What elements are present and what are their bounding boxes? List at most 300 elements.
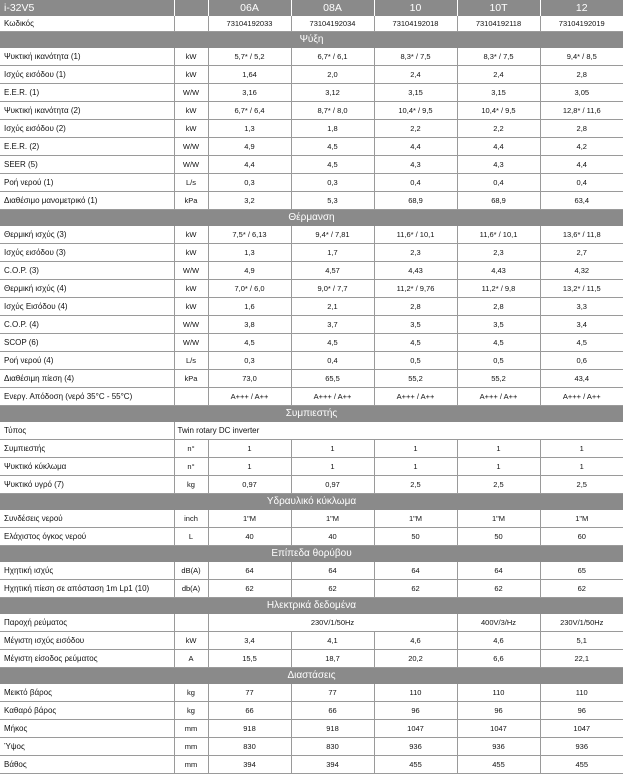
spec-value: 1 bbox=[457, 440, 540, 458]
spec-value: 1,7 bbox=[291, 244, 374, 262]
spec-row bbox=[0, 562, 623, 580]
spec-unit: mm bbox=[174, 720, 208, 738]
spec-value: 0,5 bbox=[457, 352, 540, 370]
spec-value: 62 bbox=[291, 580, 374, 598]
code-label: Κωδικός bbox=[0, 16, 174, 32]
spec-value: 9,0* / 7,7 bbox=[291, 280, 374, 298]
spec-unit: W/W bbox=[174, 84, 208, 102]
spec-value: 0,97 bbox=[208, 476, 291, 494]
spec-value: 1,6 bbox=[208, 298, 291, 316]
spec-value: 936 bbox=[540, 738, 623, 756]
spec-label: Καθαρό βάρος bbox=[0, 702, 174, 720]
spec-value: 4,5 bbox=[291, 334, 374, 352]
spec-label: C.O.P. (3) bbox=[0, 262, 174, 280]
spec-value: 68,9 bbox=[374, 192, 457, 210]
spec-value: 18,7 bbox=[291, 650, 374, 668]
spec-value: 3,15 bbox=[457, 84, 540, 102]
spec-row bbox=[0, 702, 623, 720]
spec-label: Ηχητική ισχύς bbox=[0, 562, 174, 580]
spec-value: 1 bbox=[457, 458, 540, 476]
spec-value: 4,4 bbox=[457, 138, 540, 156]
spec-value: 0,4 bbox=[457, 174, 540, 192]
spec-value: 4,5 bbox=[540, 334, 623, 352]
spec-label: SEER (5) bbox=[0, 156, 174, 174]
spec-value: A+++ / A++ bbox=[540, 388, 623, 406]
spec-row bbox=[0, 192, 623, 210]
spec-value: 0,3 bbox=[208, 174, 291, 192]
spec-value: 2,5 bbox=[374, 476, 457, 494]
spec-unit: mm bbox=[174, 738, 208, 756]
spec-value: 2,2 bbox=[457, 120, 540, 138]
spec-value-span: Twin rotary DC inverter bbox=[174, 422, 623, 440]
section-header-row bbox=[0, 546, 623, 563]
spec-value: 55,2 bbox=[457, 370, 540, 388]
spec-value: 4,5 bbox=[457, 334, 540, 352]
spec-value: 2,3 bbox=[457, 244, 540, 262]
spec-value: A+++ / A++ bbox=[291, 388, 374, 406]
spec-label: Ψυκτική ικανότητα (2) bbox=[0, 102, 174, 120]
spec-value: 0,4 bbox=[540, 174, 623, 192]
spec-unit: kW bbox=[174, 298, 208, 316]
spec-value: 3,16 bbox=[208, 84, 291, 102]
spec-value: 5,7* / 5,2 bbox=[208, 48, 291, 66]
spec-value: 1"M bbox=[540, 510, 623, 528]
spec-value: 1,8 bbox=[291, 120, 374, 138]
spec-row bbox=[0, 352, 623, 370]
spec-value: 6,7* / 6,4 bbox=[208, 102, 291, 120]
section-title: Υδραυλικό κύκλωμα bbox=[0, 494, 623, 511]
spec-label: Θερμική ισχύς (4) bbox=[0, 280, 174, 298]
spec-unit: W/W bbox=[174, 262, 208, 280]
spec-unit: kPa bbox=[174, 370, 208, 388]
spec-value: 13,2* / 11,5 bbox=[540, 280, 623, 298]
spec-value: 830 bbox=[291, 738, 374, 756]
spec-row bbox=[0, 580, 623, 598]
spec-row bbox=[0, 174, 623, 192]
spec-row bbox=[0, 684, 623, 702]
spec-value: 4,9 bbox=[208, 138, 291, 156]
spec-label: Ελάχιστος όγκος νερού bbox=[0, 528, 174, 546]
section-header-row bbox=[0, 406, 623, 423]
spec-row bbox=[0, 120, 623, 138]
section-title: Συμπιεστής bbox=[0, 406, 623, 423]
spec-value: 8,3* / 7,5 bbox=[374, 48, 457, 66]
variant-header: 12 bbox=[540, 0, 623, 16]
spec-value: 11,6* / 10,1 bbox=[374, 226, 457, 244]
spec-row bbox=[0, 316, 623, 334]
spec-row bbox=[0, 138, 623, 156]
spec-value: 4,32 bbox=[540, 262, 623, 280]
spec-row bbox=[0, 298, 623, 316]
spec-value: A+++ / A++ bbox=[208, 388, 291, 406]
spec-value: 63,4 bbox=[540, 192, 623, 210]
spec-value: 830 bbox=[208, 738, 291, 756]
spec-label: Ψυκτικό υγρό (7) bbox=[0, 476, 174, 494]
spec-value: 65,5 bbox=[291, 370, 374, 388]
spec-value: 64 bbox=[291, 562, 374, 580]
variant-header: 10 bbox=[374, 0, 457, 16]
spec-unit: kW bbox=[174, 48, 208, 66]
spec-value: 1047 bbox=[457, 720, 540, 738]
spec-value: 394 bbox=[291, 756, 374, 774]
spec-value: 400V/3/Hz bbox=[457, 614, 540, 632]
spec-value: 1 bbox=[540, 440, 623, 458]
spec-label: Μεικτό βάρος bbox=[0, 684, 174, 702]
spec-value: 4,57 bbox=[291, 262, 374, 280]
spec-unit: kW bbox=[174, 244, 208, 262]
spec-label: Ψυκτικό κύκλωμα bbox=[0, 458, 174, 476]
code-unit bbox=[174, 16, 208, 32]
spec-value: 15,5 bbox=[208, 650, 291, 668]
spec-value: 3,5 bbox=[457, 316, 540, 334]
spec-value: 8,7* / 8,0 bbox=[291, 102, 374, 120]
spec-value: 918 bbox=[208, 720, 291, 738]
spec-row bbox=[0, 720, 623, 738]
spec-value: 96 bbox=[374, 702, 457, 720]
spec-value: 11,2* / 9,8 bbox=[457, 280, 540, 298]
spec-label: Διαθέσιμη πίεση (4) bbox=[0, 370, 174, 388]
code-value: 73104192033 bbox=[208, 16, 291, 32]
spec-value: 3,12 bbox=[291, 84, 374, 102]
section-title: Ψύξη bbox=[0, 32, 623, 49]
spec-label: Μέγιστη ισχύς εισόδου bbox=[0, 632, 174, 650]
spec-value: 394 bbox=[208, 756, 291, 774]
spec-row bbox=[0, 156, 623, 174]
spec-value: 66 bbox=[291, 702, 374, 720]
spec-value: 2,5 bbox=[540, 476, 623, 494]
spec-value: 50 bbox=[457, 528, 540, 546]
spec-label: Βάθος bbox=[0, 756, 174, 774]
spec-value: 62 bbox=[208, 580, 291, 598]
spec-value: 2,1 bbox=[291, 298, 374, 316]
spec-row bbox=[0, 510, 623, 528]
spec-value: 64 bbox=[374, 562, 457, 580]
spec-value: 2,5 bbox=[457, 476, 540, 494]
section-header-row bbox=[0, 598, 623, 615]
spec-value: 2,2 bbox=[374, 120, 457, 138]
spec-value: 455 bbox=[540, 756, 623, 774]
spec-value: 936 bbox=[374, 738, 457, 756]
spec-label: SCOP (6) bbox=[0, 334, 174, 352]
spec-label: Τύπος bbox=[0, 422, 174, 440]
spec-value: 2,8 bbox=[540, 120, 623, 138]
spec-value: 62 bbox=[457, 580, 540, 598]
spec-row bbox=[0, 262, 623, 280]
spec-value: 6,6 bbox=[457, 650, 540, 668]
spec-value-span: 230V/1/50Hz bbox=[208, 614, 457, 632]
spec-value: 0,97 bbox=[291, 476, 374, 494]
spec-label: Ισχύς εισόδου (3) bbox=[0, 244, 174, 262]
section-header-row bbox=[0, 210, 623, 227]
spec-value: 1"M bbox=[208, 510, 291, 528]
spec-row bbox=[0, 422, 623, 440]
spec-value: 0,4 bbox=[291, 352, 374, 370]
code-value: 73104192034 bbox=[291, 16, 374, 32]
spec-value: 4,3 bbox=[374, 156, 457, 174]
spec-row bbox=[0, 244, 623, 262]
spec-label: Μήκος bbox=[0, 720, 174, 738]
spec-value: 4,4 bbox=[540, 156, 623, 174]
spec-value: 4,1 bbox=[291, 632, 374, 650]
spec-value: 2,8 bbox=[540, 66, 623, 84]
spec-value: 96 bbox=[457, 702, 540, 720]
spec-unit: W/W bbox=[174, 156, 208, 174]
spec-value: 66 bbox=[208, 702, 291, 720]
spec-value: 3,7 bbox=[291, 316, 374, 334]
spec-label: Συνδέσεις νερού bbox=[0, 510, 174, 528]
spec-unit: db(A) bbox=[174, 580, 208, 598]
spec-value: 1,3 bbox=[208, 244, 291, 262]
spec-value: 10,4* / 9,5 bbox=[457, 102, 540, 120]
spec-value: 50 bbox=[374, 528, 457, 546]
spec-value: 2,7 bbox=[540, 244, 623, 262]
spec-value: A+++ / A++ bbox=[374, 388, 457, 406]
spec-row bbox=[0, 458, 623, 476]
spec-value: 4,4 bbox=[374, 138, 457, 156]
spec-value: 60 bbox=[540, 528, 623, 546]
spec-label: C.O.P. (4) bbox=[0, 316, 174, 334]
spec-value: 3,8 bbox=[208, 316, 291, 334]
spec-value: 8,3* / 7,5 bbox=[457, 48, 540, 66]
section-title: Ηλεκτρικά δεδομένα bbox=[0, 598, 623, 615]
spec-unit: kW bbox=[174, 66, 208, 84]
spec-row bbox=[0, 756, 623, 774]
code-value: 73104192018 bbox=[374, 16, 457, 32]
spec-value: 11,6* / 10,1 bbox=[457, 226, 540, 244]
spec-value: 77 bbox=[208, 684, 291, 702]
spec-value: 3,2 bbox=[208, 192, 291, 210]
spec-label: Ενεργ. Απόδοση (νερό 35°C - 55°C) bbox=[0, 388, 174, 406]
spec-label: Παροχή ρεύματος bbox=[0, 614, 174, 632]
spec-value: 4,5 bbox=[374, 334, 457, 352]
spec-value: 1 bbox=[374, 458, 457, 476]
header-row bbox=[0, 0, 623, 16]
code-row bbox=[0, 16, 623, 32]
spec-unit: dB(A) bbox=[174, 562, 208, 580]
spec-value: A+++ / A++ bbox=[457, 388, 540, 406]
spec-unit: W/W bbox=[174, 334, 208, 352]
spec-value: 3,05 bbox=[540, 84, 623, 102]
code-value: 73104192019 bbox=[540, 16, 623, 32]
spec-value: 0,5 bbox=[374, 352, 457, 370]
spec-value: 1 bbox=[291, 458, 374, 476]
spec-value: 1"M bbox=[291, 510, 374, 528]
spec-value: 6,7* / 6,1 bbox=[291, 48, 374, 66]
spec-unit: n° bbox=[174, 440, 208, 458]
spec-value: 22,1 bbox=[540, 650, 623, 668]
section-header-row bbox=[0, 494, 623, 511]
spec-label: Ισχύς εισόδου (2) bbox=[0, 120, 174, 138]
spec-row bbox=[0, 476, 623, 494]
spec-row bbox=[0, 388, 623, 406]
spec-unit: W/W bbox=[174, 316, 208, 334]
spec-label: Ηχητική πίεση σε απόσταση 1m Lp1 (10) bbox=[0, 580, 174, 598]
spec-row bbox=[0, 226, 623, 244]
spec-value: 40 bbox=[208, 528, 291, 546]
spec-value: 1047 bbox=[374, 720, 457, 738]
spec-label: E.E.R. (2) bbox=[0, 138, 174, 156]
variant-header: 06A bbox=[208, 0, 291, 16]
spec-label: Ψυκτική ικανότητα (1) bbox=[0, 48, 174, 66]
spec-value: 1 bbox=[208, 458, 291, 476]
spec-value: 62 bbox=[374, 580, 457, 598]
spec-unit: L/s bbox=[174, 174, 208, 192]
spec-row bbox=[0, 48, 623, 66]
section-title: Θέρμανση bbox=[0, 210, 623, 227]
variant-header: 10T bbox=[457, 0, 540, 16]
spec-label: E.E.R. (1) bbox=[0, 84, 174, 102]
spec-value: 1 bbox=[291, 440, 374, 458]
spec-value: 3,4 bbox=[208, 632, 291, 650]
spec-unit: mm bbox=[174, 756, 208, 774]
spec-label: Ισχύς Εισόδου (4) bbox=[0, 298, 174, 316]
spec-value: 5,3 bbox=[291, 192, 374, 210]
spec-unit: W/W bbox=[174, 138, 208, 156]
spec-value: 4,6 bbox=[457, 632, 540, 650]
spec-unit: L/s bbox=[174, 352, 208, 370]
spec-unit: kW bbox=[174, 226, 208, 244]
spec-unit: kW bbox=[174, 280, 208, 298]
spec-value: 1"M bbox=[374, 510, 457, 528]
spec-unit bbox=[174, 388, 208, 406]
spec-unit bbox=[174, 614, 208, 632]
spec-label: Συμπιεστής bbox=[0, 440, 174, 458]
spec-unit: kW bbox=[174, 632, 208, 650]
model-name: i-32V5 bbox=[0, 0, 174, 16]
spec-value: 110 bbox=[457, 684, 540, 702]
spec-value: 9,4* / 8,5 bbox=[540, 48, 623, 66]
spec-unit: inch bbox=[174, 510, 208, 528]
spec-value: 73,0 bbox=[208, 370, 291, 388]
spec-value: 2,0 bbox=[291, 66, 374, 84]
spec-row bbox=[0, 84, 623, 102]
spec-value: 65 bbox=[540, 562, 623, 580]
spec-row bbox=[0, 632, 623, 650]
spec-value: 4,5 bbox=[208, 334, 291, 352]
spec-value: 4,9 bbox=[208, 262, 291, 280]
spec-value: 13,6* / 11,8 bbox=[540, 226, 623, 244]
spec-value: 68,9 bbox=[457, 192, 540, 210]
spec-value: 110 bbox=[374, 684, 457, 702]
spec-value: 40 bbox=[291, 528, 374, 546]
spec-value: 20,2 bbox=[374, 650, 457, 668]
spec-value: 11,2* / 9,76 bbox=[374, 280, 457, 298]
spec-value: 4,5 bbox=[291, 138, 374, 156]
spec-unit: kPa bbox=[174, 192, 208, 210]
spec-value: 0,6 bbox=[540, 352, 623, 370]
spec-value: 1 bbox=[374, 440, 457, 458]
spec-unit: L bbox=[174, 528, 208, 546]
spec-label: Ύψος bbox=[0, 738, 174, 756]
spec-value: 1,64 bbox=[208, 66, 291, 84]
spec-value: 0,4 bbox=[374, 174, 457, 192]
spec-value: 2,8 bbox=[457, 298, 540, 316]
spec-row bbox=[0, 650, 623, 668]
spec-unit: A bbox=[174, 650, 208, 668]
spec-label: Ροή νερού (4) bbox=[0, 352, 174, 370]
spec-value: 9,4* / 7,81 bbox=[291, 226, 374, 244]
spec-value: 7,5* / 6,13 bbox=[208, 226, 291, 244]
variant-header: 08A bbox=[291, 0, 374, 16]
spec-unit: kW bbox=[174, 120, 208, 138]
spec-value: 3,15 bbox=[374, 84, 457, 102]
spec-label: Θερμική ισχύς (3) bbox=[0, 226, 174, 244]
section-title: Διαστάσεις bbox=[0, 668, 623, 685]
spec-value: 1,3 bbox=[208, 120, 291, 138]
unit-header bbox=[174, 0, 208, 16]
spec-value: 2,4 bbox=[457, 66, 540, 84]
spec-row bbox=[0, 102, 623, 120]
spec-value: 2,4 bbox=[374, 66, 457, 84]
spec-value: 7,0* / 6,0 bbox=[208, 280, 291, 298]
spec-row bbox=[0, 334, 623, 352]
spec-row bbox=[0, 614, 623, 632]
spec-value: 55,2 bbox=[374, 370, 457, 388]
spec-value: 4,3 bbox=[457, 156, 540, 174]
spec-value: 1"M bbox=[457, 510, 540, 528]
spec-value: 4,43 bbox=[374, 262, 457, 280]
spec-value: 43,4 bbox=[540, 370, 623, 388]
spec-value: 12,8* / 11,6 bbox=[540, 102, 623, 120]
spec-value: 4,4 bbox=[208, 156, 291, 174]
spec-row bbox=[0, 370, 623, 388]
spec-value: 64 bbox=[208, 562, 291, 580]
spec-value: 2,3 bbox=[374, 244, 457, 262]
spec-value: 3,5 bbox=[374, 316, 457, 334]
spec-value: 2,8 bbox=[374, 298, 457, 316]
spec-value: 230V/1/50Hz bbox=[540, 614, 623, 632]
spec-unit: kW bbox=[174, 102, 208, 120]
spec-value: 4,5 bbox=[291, 156, 374, 174]
spec-unit: kg bbox=[174, 476, 208, 494]
spec-row bbox=[0, 440, 623, 458]
section-title: Επίπεδα θορύβου bbox=[0, 546, 623, 563]
code-value: 73104192118 bbox=[457, 16, 540, 32]
spec-value: 0,3 bbox=[291, 174, 374, 192]
spec-value: 4,2 bbox=[540, 138, 623, 156]
spec-value: 455 bbox=[374, 756, 457, 774]
spec-row bbox=[0, 280, 623, 298]
spec-value: 455 bbox=[457, 756, 540, 774]
spec-value: 96 bbox=[540, 702, 623, 720]
spec-value: 918 bbox=[291, 720, 374, 738]
spec-unit: kg bbox=[174, 684, 208, 702]
spec-value: 62 bbox=[540, 580, 623, 598]
spec-unit: n° bbox=[174, 458, 208, 476]
spec-value: 0,3 bbox=[208, 352, 291, 370]
spec-value: 64 bbox=[457, 562, 540, 580]
spec-row bbox=[0, 66, 623, 84]
spec-value: 5,1 bbox=[540, 632, 623, 650]
spec-row bbox=[0, 528, 623, 546]
spec-label: Ισχύς εισόδου (1) bbox=[0, 66, 174, 84]
spec-value: 77 bbox=[291, 684, 374, 702]
spec-value: 4,43 bbox=[457, 262, 540, 280]
spec-value: 4,6 bbox=[374, 632, 457, 650]
section-header-row bbox=[0, 668, 623, 685]
spec-value: 1 bbox=[208, 440, 291, 458]
spec-value: 110 bbox=[540, 684, 623, 702]
spec-unit: kg bbox=[174, 702, 208, 720]
spec-value: 10,4* / 9,5 bbox=[374, 102, 457, 120]
spec-value: 3,3 bbox=[540, 298, 623, 316]
spec-value: 3,4 bbox=[540, 316, 623, 334]
spec-value: 1 bbox=[540, 458, 623, 476]
spec-value: 1047 bbox=[540, 720, 623, 738]
spec-label: Διαθέσιμο μανομετρικό (1) bbox=[0, 192, 174, 210]
spec-row bbox=[0, 738, 623, 756]
section-header-row bbox=[0, 32, 623, 49]
